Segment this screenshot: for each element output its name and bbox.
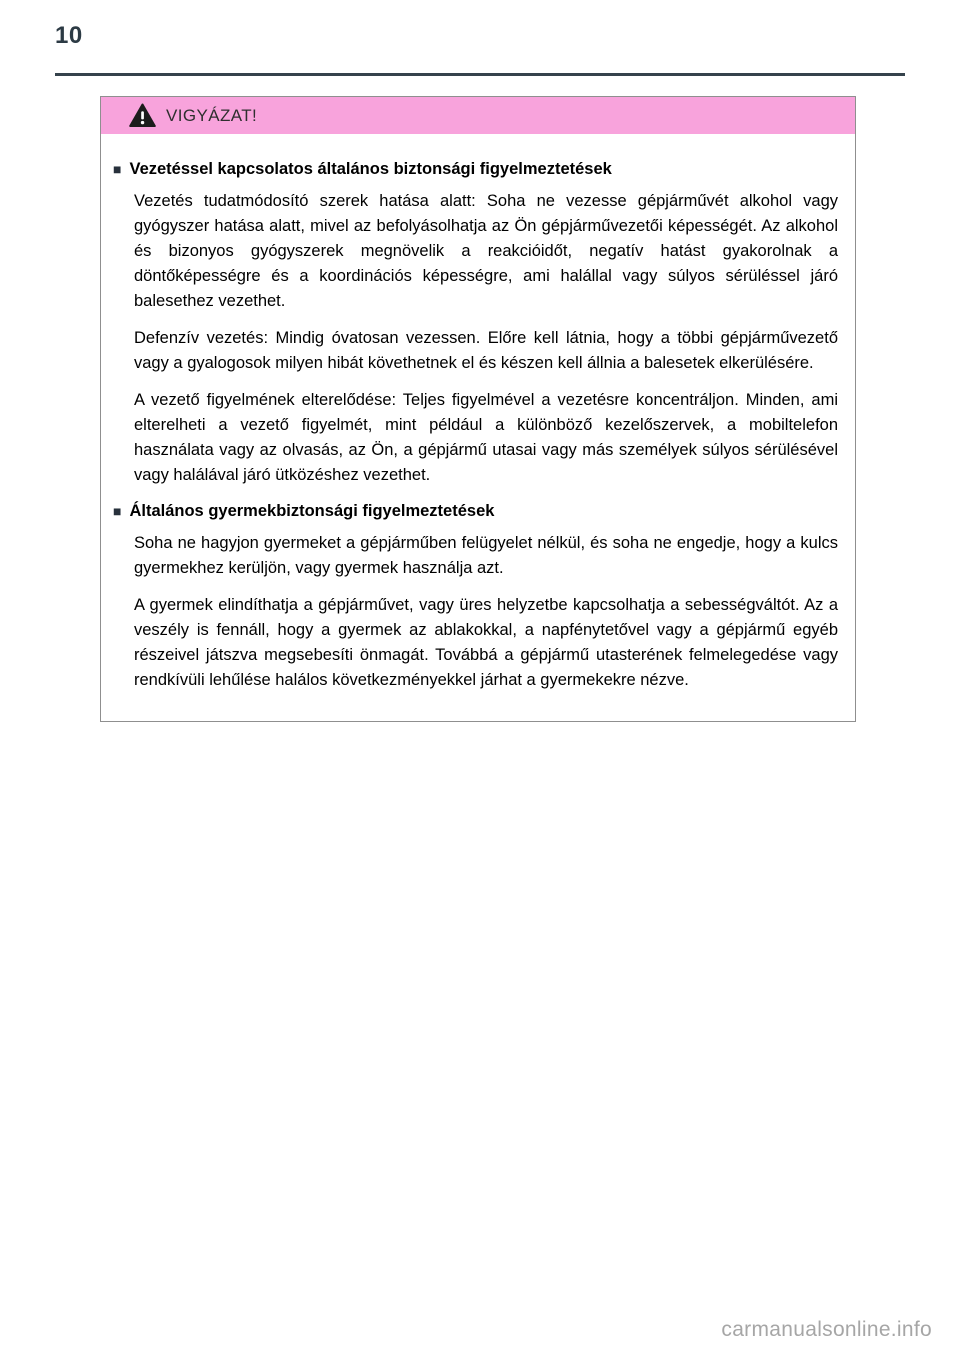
square-bullet-icon: ■ (113, 503, 122, 519)
warning-triangle-icon (129, 103, 156, 128)
warning-header (101, 97, 855, 134)
square-bullet-icon: ■ (113, 161, 122, 177)
body-paragraph: Soha ne hagyjon gyermeket a gépjárműben felügyelet nélkül, és soha ne engedje, hogy a kulcs gyermekhez kerüljön, vagy gyermek használja azt. (134, 534, 838, 577)
watermark: carmanualsonline.info (721, 1318, 932, 1341)
section-heading (113, 500, 840, 523)
warning-box (100, 96, 856, 722)
section-heading (113, 158, 840, 181)
body-paragraph: A gyermek elindíthatja a gépjárművet, vagy üres helyzetbe kapcsolhatja a sebességváltót. Az a veszély is fennáll, hogy a gyermek az ablakokkal, a napfénytetővel vagy a gépjármű egyéb részeivel játszva megsebesíti önmagát. Továbbá a gépjármű utasterének felmelegedése vagy rendkívüli lehűlése halálos következményekkel járhat a gyermekekre nézve. (134, 596, 838, 689)
body-paragraph: Defenzív vezetés: Mindig óvatosan vezessen. Előre kell látnia, hogy a többi gépjárművezető vagy a gyalogosok milyen hibát követhetnek el és készen kell állnia a balesetek elkerülésére. (134, 329, 838, 372)
body-paragraph: A vezető figyelmének elterelődése: Teljes figyelmével a vezetésre koncentráljon. Minden, ami elterelheti a vezető figyelmét, mint például a különböző kezelőszervek, a mobiltelefon használata vagy az olvasás, az Ön, a gépjármű utasai vagy más személyek súlyos sérülésével vagy halálával járó ütközéshez vezethet. (134, 391, 838, 484)
body-paragraph: Vezetés tudatmódosító szerek hatása alatt: Soha ne vezesse gépjárművét alkohol vagy gyógyszer hatása alatt, mivel az befolyásolhatja az Ön gépjárművezetői képességét. Az alkohol és bizonyos gyógyszerek megnövelik a reakcióidőt, negatív hatást gyakorolnak a döntőképességre és a koordinációs képességre, ami halállal vagy súlyos sérüléssel járó balesethez vezethet. (134, 192, 838, 310)
header-divider (55, 73, 905, 76)
section-heading-text: Általános gyermekbiztonsági figyelmeztetések (129, 502, 495, 520)
section-heading-text: Vezetéssel kapcsolatos általános biztonsági figyelmeztetések (129, 160, 612, 178)
page-number: 10 (55, 22, 83, 49)
warning-title: VIGYÁZAT! (166, 105, 258, 125)
warning-body (101, 134, 855, 721)
